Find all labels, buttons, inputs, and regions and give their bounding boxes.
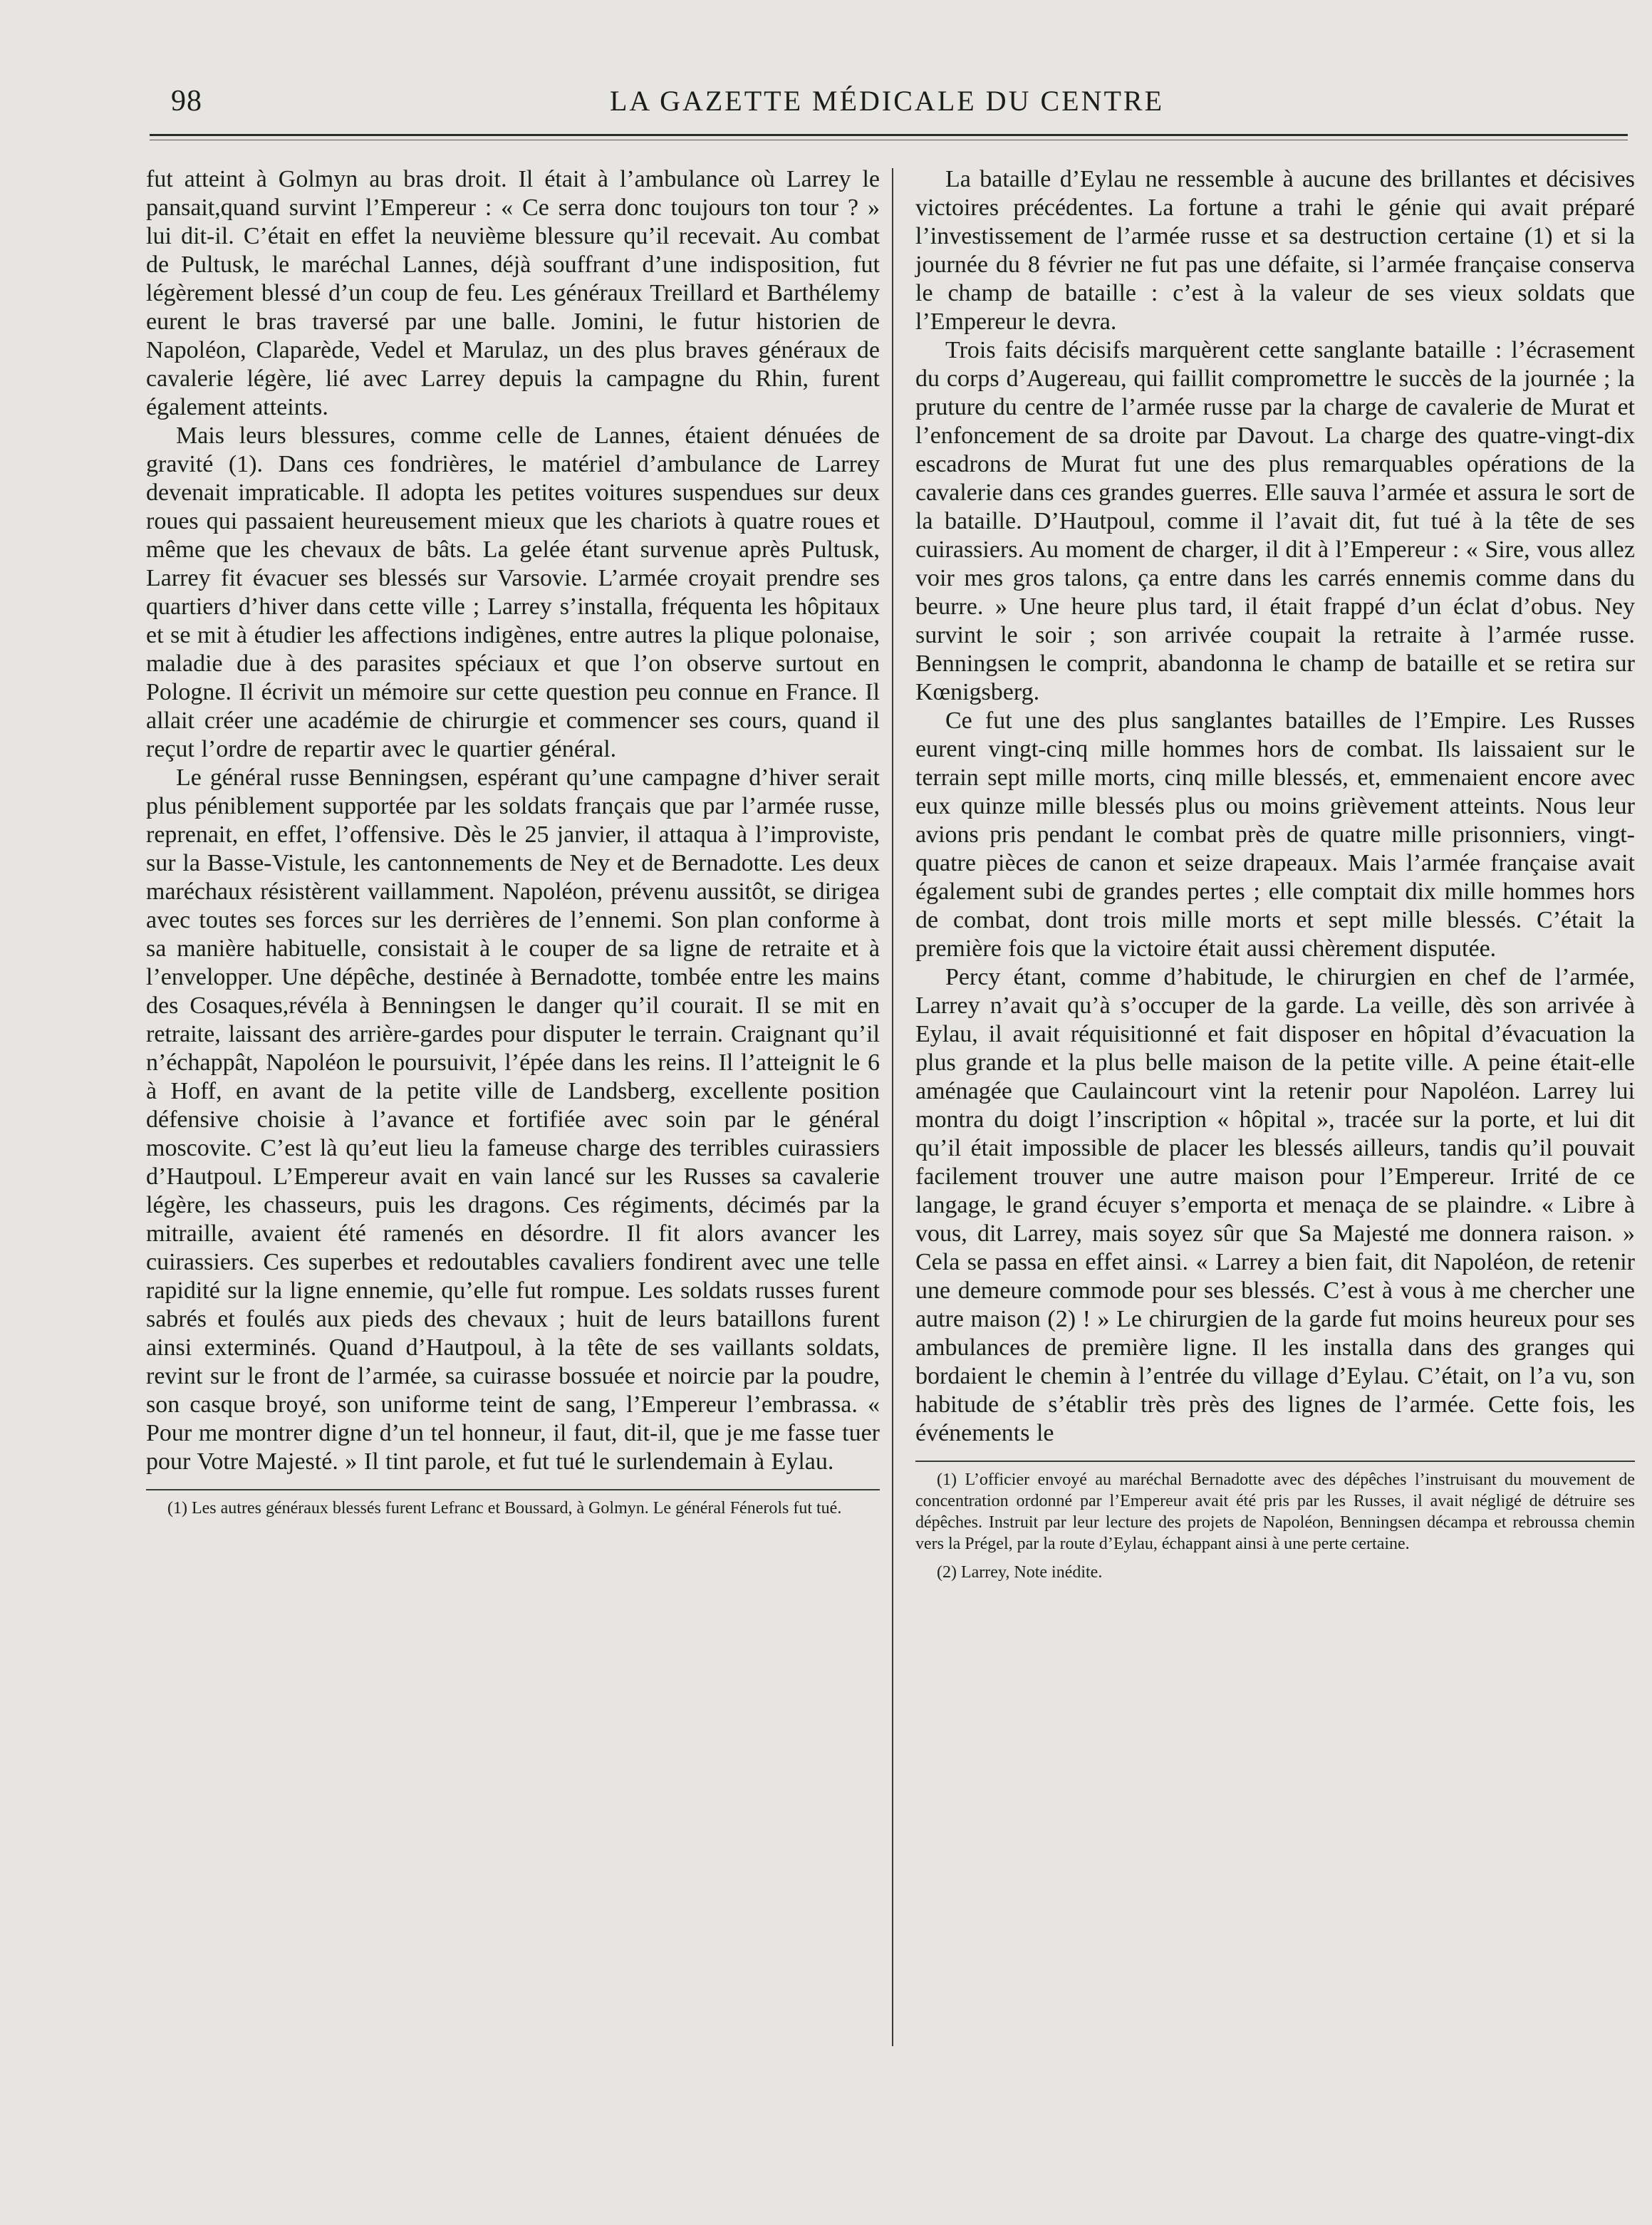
left-column [146,165,880,1519]
right-column [915,165,1635,1583]
footnote: (2) Larrey, Note inédite. [937,1563,1103,1582]
paragraph: fut atteint à Golmyn au bras droit. Il était à l’ambulance où Larrey le pansait,quand survint l’Empereur : « Ce serra donc toujours ton tour ? » lui dit-il. C’était en effet la neuvième blessure qu’il recevait. Au combat de Pultusk, le maréchal Lannes, déjà souffrant d’une indisposition, fut légèrement blessé d’un coup de feu. Les généraux Treillard et Barthélemy eurent le bras traversé par une balle. Jomini, le futur historien de Napoléon, Claparède, Vedel et Marulaz, un des plus braves généraux de cavalerie légère, lié avec Larrey depuis la campagne du Rhin, furent également atteints. [146,166,880,420]
running-title: LA GAZETTE MÉDICALE DU CENTRE [609,85,1164,117]
footnote: (1) L’officier envoyé au maréchal Bernadotte avec des dépêches l’instruisant du mouvement de concentration ordonné par l’Empereur avait été pris par les Russes, il avait négligé de détruire ses dépêches. Instruit par leur lecture des projets de Napoléon, Benningsen décampa et rebroussa chemin vers la Prégel, par la route d’Eylau, échappant ainsi à une perte certaine. [915,1471,1635,1553]
paragraph: Mais leurs blessures, comme celle de Lannes, étaient dénuées de gravité (1). Dans ces fondrières, le matériel d’ambulance de Larrey devenait impraticable. Il adopta les petites voitures suspendues sur deux roues qui passaient heureusement mieux que les chariots à quatre roues et même que les chevaux de bâts. La gelée étant survenue après Pultusk, Larrey fit évacuer ses blessés sur Varsovie. L’armée croyait prendre ses quartiers d’hiver dans cette ville ; Larrey s’installa, fréquenta les hôpitaux et se mit à étudier les affections indigènes, entre autres la plique polonaise, maladie due à des parasites spéciaux et que l’on observe surtout en Pologne. Il écrivit un mémoire sur cette question peu connue en France. Il allait créer une académie de chirurgie et commencer ses cours, quand il reçut l’ordre de repartir avec le quartier général. [146,422,880,762]
paragraph: Ce fut une des plus sanglantes batailles de l’Empire. Les Russes eurent vingt-cinq mille hommes hors de combat. Ils laissaient sur le terrain sept mille morts, cinq mille blessés, et, emmenaient encore avec eux quinze mille blessés plus ou moins grièvement atteints. Nous leur avions pris pendant le combat près de quatre mille prisonniers, vingt-quatre pièces de canon et seize drapeaux. Mais l’armée française avait également subi de grandes pertes ; elle comptait dix mille hommes hors de combat, dont trois mille morts et sept mille blessés. C’était la première fois que la victoire était aussi chèrement disputée. [915,707,1635,962]
footnote-rule [915,1461,1635,1462]
paragraph: Trois faits décisifs marquèrent cette sanglante bataille : l’écrasement du corps d’Augereau, qui faillit compromettre le succès de la journée ; la pruture du centre de l’armée russe par la charge de cavalerie de Murat et l’enfoncement de sa droite par Davout. La charge des quatre-vingt-dix escadrons de Murat fut une des plus remarquables opérations de la cavalerie dans ces grandes guerres. Elle sauva l’armée et assura le sort de la bataille. D’Hautpoul, comme il l’avait dit, fut tué à la tête de ses cuirassiers. Au moment de charger, il dit à l’Empereur : « Sire, vous allez voir mes gros talons, ça entre dans les carrés ennemis comme dans du beurre. » Une heure plus tard, il était frappé d’un éclat d’obus. Ney survint le soir ; son arrivée coupait la retraite à l’armée russe. Benningsen le comprit, abandonna le champ de bataille et se retira sur Kœnigsberg. [915,337,1635,705]
paragraph: La bataille d’Eylau ne ressemble à aucune des brillantes et décisives victoires précédentes. La fortune a trahi le génie qui avait préparé l’investissement de l’armée russe et sa destruction certaine (1) et si la journée du 8 février ne fut pas une défaite, si l’armée française conserva le champ de bataille : c’est à la valeur de ses vieux soldats que l’Empereur le devra. [915,166,1635,335]
page-number: 98 [171,85,202,118]
column-divider [892,168,893,2046]
footnote: (1) Les autres généraux blessés furent Lefranc et Boussard, à Golmyn. Le général Fénerols fut tué. [167,1499,842,1518]
footnote-rule [146,1489,880,1490]
paragraph: Le général russe Benningsen, espérant qu’une campagne d’hiver serait plus péniblement supportée par les soldats français que par l’armée russe, reprenait, en effet, l’offensive. Dès le 25 janvier, il attaqua à l’improviste, sur la Basse-Vistule, les cantonnements de Ney et de Bernadotte. Les deux maréchaux résistèrent vaillamment. Napoléon, prévenu aussitôt, se dirigea avec toutes ses forces sur les derrières de l’ennemi. Son plan conforme à sa manière habituelle, consistait à le couper de sa ligne de retraite et à l’envelopper. Une dépêche, destinée à Bernadotte, tombée entre les mains des Cosaques,révéla à Benningsen le danger qu’il courait. Il se mit en retraite, laissant des arrière-gardes pour disputer le terrain. Craignant qu’il n’échappât, Napoléon le poursuivit, l’épée dans les reins. Il l’atteignit le 6 à Hoff, en avant de la petite ville de Landsberg, excellente position défensive choisie à l’avance et fortifiée avec soin par le général moscovite. C’est là qu’eut lieu la fameuse charge des terribles cuirassiers d’Hautpoul. L’Empereur avait en vain lancé sur les Russes sa cavalerie légère, les chasseurs, puis les dragons. Ces régiments, décimés par la mitraille, avaient été ramenés en désordre. Il fit alors avancer les cuirassiers. Ces superbes et redoutables cavaliers fondirent avec une telle rapidité sur la ligne ennemie, qu’elle fut rompue. Les soldats russes furent sabrés et foulés aux pieds des chevaux ; huit de leurs bataillons furent ainsi exterminés. Quand d’Hautpoul, à la tête de ses vaillants soldats, revint sur le front de l’armée, sa cuirasse bossuée et noircie par la poudre, son casque broyé, son uniforme teint de sang, l’Empereur l’embrassa. « Pour me montrer digne d’un tel honneur, il faut, dit-il, que je me fasse tuer pour Votre Majesté. » Il tint parole, et fut tué le surlendemain à Eylau. [146,764,880,1475]
header-rule [150,134,1628,136]
page-header [142,84,1631,127]
paragraph: Percy étant, comme d’habitude, le chirurgien en chef de l’armée, Larrey n’avait qu’à s’occuper de la garde. La veille, dès son arrivée à Eylau, il avait réquisitionné et fait disposer en hôpital d’évacuation la plus grande et la plus belle maison de la petite ville. A peine était-elle aménagée que Caulaincourt vint la retenir pour Napoléon. Larrey lui montra du doigt l’inscription « hôpital », tracée sur la porte, et lui dit qu’il était impossible de placer les blessés ailleurs, tandis qu’il pouvait facilement trouver une autre maison pour l’Empereur. Irrité de ce langage, le grand écuyer s’emporta et menaça de se plaindre. « Libre à vous, dit Larrey, mais soyez sûr que Sa Majesté me donnera raison. » Cela se passa en effet ainsi. « Larrey a bien fait, dit Napoléon, de retenir une demeure commode pour ses blessés. C’est à vous à me chercher une autre maison (2) ! » Le chirurgien de la garde fut moins heureux pour ses ambulances de première ligne. Il les installa dans des granges qui bordaient le chemin à l’entrée du village d’Eylau. C’était, on l’a vu, son habitude de s’établir très près des lignes de l’armée. Cette fois, les événements le [915,964,1635,1446]
